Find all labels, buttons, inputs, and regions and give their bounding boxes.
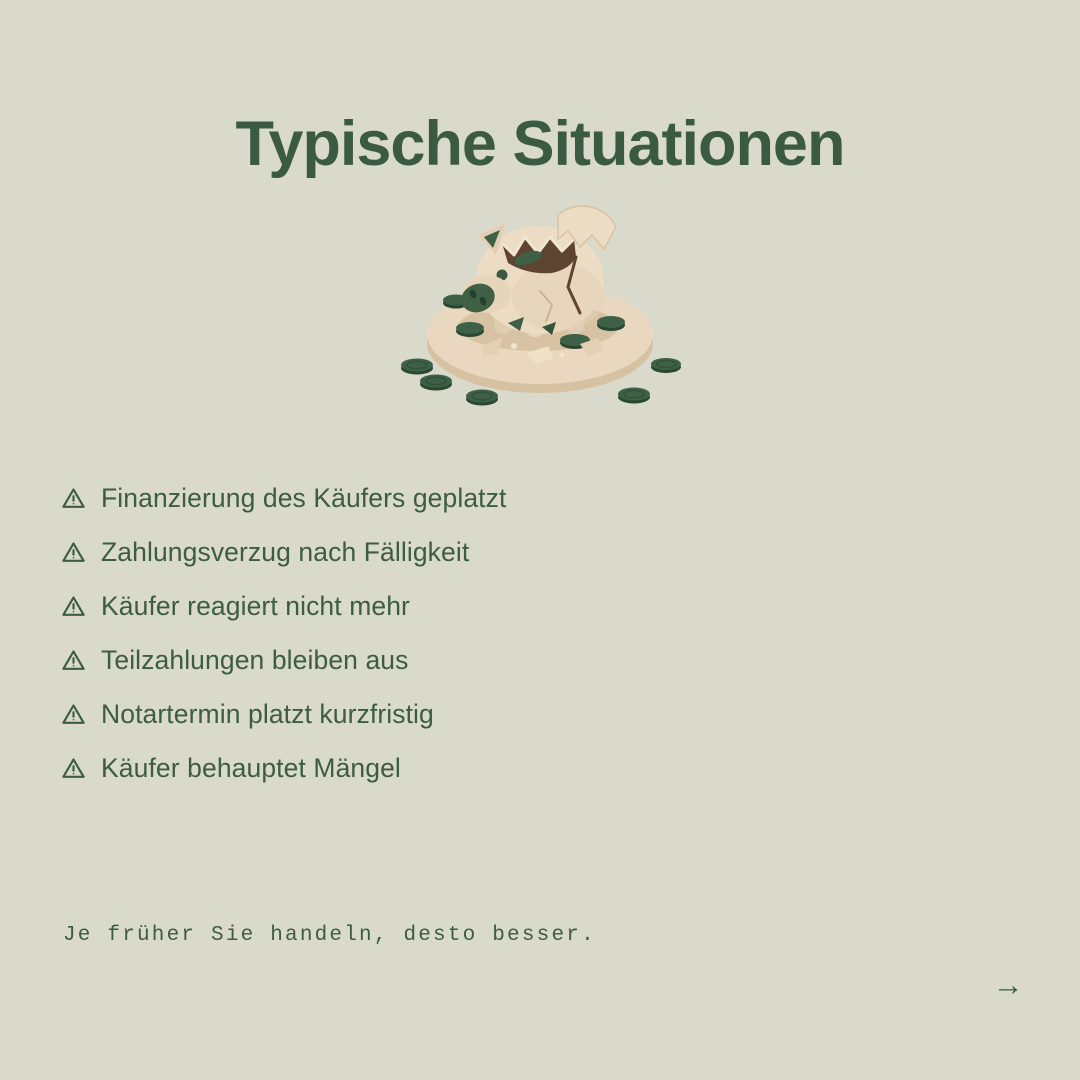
list-item-label: Finanzierung des Käufers geplatzt xyxy=(101,483,507,513)
warning-triangle-icon xyxy=(60,485,87,512)
warning-triangle-icon xyxy=(60,701,87,728)
warning-triangle-icon xyxy=(60,755,87,782)
list-item xyxy=(60,698,506,731)
list-item xyxy=(60,752,506,785)
situation-list xyxy=(60,482,506,785)
warning-triangle-icon xyxy=(60,593,87,620)
list-item-label: Notartermin platzt kurzfristig xyxy=(101,699,434,729)
list-item xyxy=(60,644,506,677)
list-item-label: Zahlungsverzug nach Fälligkeit xyxy=(101,537,470,567)
footer-note: Je früher Sie handeln, desto besser. xyxy=(63,924,596,947)
list-item-label: Käufer behauptet Mängel xyxy=(101,753,401,783)
list-item xyxy=(60,590,506,623)
warning-triangle-icon xyxy=(60,647,87,674)
list-item-label: Käufer reagiert nicht mehr xyxy=(101,591,410,621)
warning-triangle-icon xyxy=(60,539,87,566)
broken-piggy-bank-illustration xyxy=(390,195,690,415)
list-item-label: Teilzahlungen bleiben aus xyxy=(101,645,409,675)
page-title: Typische Situationen xyxy=(235,109,845,180)
list-item xyxy=(60,482,506,515)
next-arrow-icon[interactable]: → xyxy=(992,967,1024,1002)
list-item xyxy=(60,536,506,569)
